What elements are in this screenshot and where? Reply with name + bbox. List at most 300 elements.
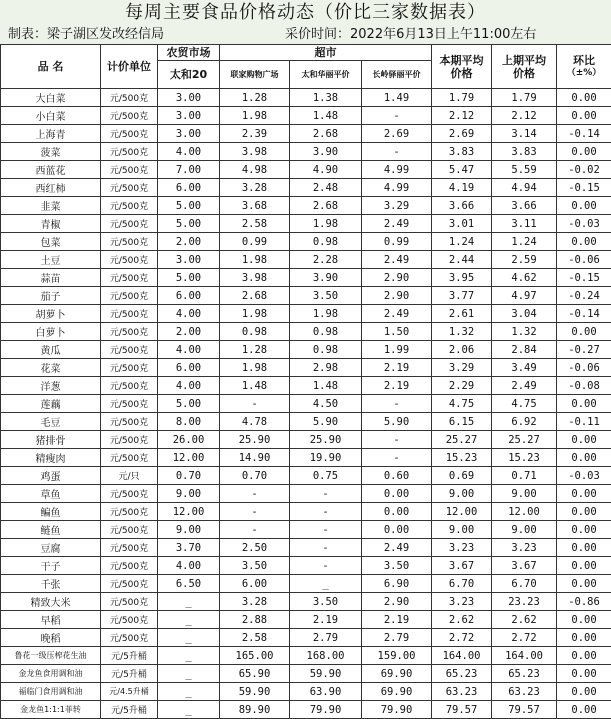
row-last-avg: 65.23 xyxy=(492,665,557,683)
row-store-3-price: 2.19 xyxy=(362,611,432,629)
row-this-avg: 2.69 xyxy=(432,125,492,143)
row-change: -0.03 xyxy=(557,467,611,485)
row-store-3-price: 1.50 xyxy=(362,323,432,341)
row-name: 花菜 xyxy=(1,359,101,377)
table-row xyxy=(1,647,611,665)
row-last-avg: 63.23 xyxy=(492,683,557,701)
row-store-2-price: 3.90 xyxy=(290,269,362,287)
row-change: 0.00 xyxy=(557,557,611,575)
row-store-1-price: - xyxy=(220,521,290,539)
row-this-avg: 4.19 xyxy=(432,179,492,197)
row-store-1-price: 0.98 xyxy=(220,323,290,341)
row-store-1-price: 3.28 xyxy=(220,593,290,611)
row-market-price: 5.00 xyxy=(158,269,220,287)
row-unit: 元/500克 xyxy=(101,431,158,449)
row-last-avg: 4.94 xyxy=(492,179,557,197)
row-change: 0.00 xyxy=(557,449,611,467)
row-store-1-price: 2.39 xyxy=(220,125,290,143)
row-store-3-price: 2.69 xyxy=(362,125,432,143)
row-name: 精瘦肉 xyxy=(1,449,101,467)
row-unit: 元/5升桶 xyxy=(101,665,158,683)
row-change: 0.00 xyxy=(557,143,611,161)
row-name: 千张 xyxy=(1,575,101,593)
row-market-price: _ xyxy=(158,701,220,719)
row-name: 包菜 xyxy=(1,233,101,251)
row-unit: 元/500克 xyxy=(101,485,158,503)
row-name: 黄瓜 xyxy=(1,341,101,359)
row-last-avg: 0.71 xyxy=(492,467,557,485)
row-change: 0.00 xyxy=(557,107,611,125)
row-last-avg: 2.84 xyxy=(492,341,557,359)
row-store-1-price: 1.28 xyxy=(220,89,290,107)
table-row xyxy=(1,359,611,377)
row-change: 0.00 xyxy=(557,323,611,341)
row-market-price: 8.00 xyxy=(158,413,220,431)
row-unit: 元/500克 xyxy=(101,413,158,431)
col-header-store-2: 太和华丽平价 xyxy=(290,61,362,89)
row-store-2-price: 4.50 xyxy=(290,395,362,413)
row-unit: 元/500克 xyxy=(101,539,158,557)
row-this-avg: 25.27 xyxy=(432,431,492,449)
row-change: 0.00 xyxy=(557,539,611,557)
col-header-last-avg: 上期平均价格 xyxy=(492,45,557,89)
row-store-2-price: 59.90 xyxy=(290,665,362,683)
row-market-price: 2.00 xyxy=(158,323,220,341)
row-last-avg: 2.49 xyxy=(492,377,557,395)
row-name: 晚稻 xyxy=(1,629,101,647)
row-change: -0.03 xyxy=(557,215,611,233)
row-last-avg: 3.66 xyxy=(492,197,557,215)
row-name: 猪排骨 xyxy=(1,431,101,449)
row-store-2-price: - xyxy=(290,503,362,521)
row-store-1-price: 1.98 xyxy=(220,107,290,125)
row-last-avg: 6.92 xyxy=(492,413,557,431)
row-market-price: 7.00 xyxy=(158,161,220,179)
row-this-avg: 164.00 xyxy=(432,647,492,665)
row-change: -0.11 xyxy=(557,413,611,431)
row-this-avg: 2.29 xyxy=(432,377,492,395)
row-unit: 元/500克 xyxy=(101,557,158,575)
row-unit: 元/5升桶 xyxy=(101,701,158,719)
row-name: 草鱼 xyxy=(1,485,101,503)
row-change: 0.00 xyxy=(557,647,611,665)
row-store-3-price: 2.79 xyxy=(362,629,432,647)
row-store-1-price: 59.90 xyxy=(220,683,290,701)
row-store-2-price: 0.98 xyxy=(290,233,362,251)
row-store-2-price: 2.98 xyxy=(290,359,362,377)
row-store-3-price: 0.00 xyxy=(362,485,432,503)
row-market-price: 0.70 xyxy=(158,467,220,485)
row-this-avg: 2.44 xyxy=(432,251,492,269)
row-market-price: _ xyxy=(158,647,220,665)
row-last-avg: 3.04 xyxy=(492,305,557,323)
row-name: 胡萝卜 xyxy=(1,305,101,323)
row-last-avg: 2.59 xyxy=(492,251,557,269)
row-unit: 元/500克 xyxy=(101,233,158,251)
row-this-avg: 3.29 xyxy=(432,359,492,377)
row-store-2-price: - xyxy=(290,485,362,503)
row-name: 精致大米 xyxy=(1,593,101,611)
row-store-2-price: 2.19 xyxy=(290,611,362,629)
table-row xyxy=(1,179,611,197)
row-unit: 元/500克 xyxy=(101,305,158,323)
row-market-price: 3.00 xyxy=(158,251,220,269)
row-last-avg: 4.62 xyxy=(492,269,557,287)
row-store-3-price: 1.99 xyxy=(362,341,432,359)
col-header-change-label: 环比 xyxy=(573,53,596,67)
row-name: 菠菜 xyxy=(1,143,101,161)
row-store-2-price: 1.48 xyxy=(290,107,362,125)
table-row xyxy=(1,503,611,521)
row-market-price: 5.00 xyxy=(158,395,220,413)
row-change: 0.00 xyxy=(557,701,611,719)
row-store-3-price: 4.99 xyxy=(362,179,432,197)
row-name: 早稻 xyxy=(1,611,101,629)
row-unit: 元/500克 xyxy=(101,449,158,467)
table-row xyxy=(1,215,611,233)
row-this-avg: 12.00 xyxy=(432,503,492,521)
table-row xyxy=(1,413,611,431)
row-last-avg: 1.79 xyxy=(492,89,557,107)
row-store-2-price: _ xyxy=(290,575,362,593)
row-last-avg: 164.00 xyxy=(492,647,557,665)
row-unit: 元/500克 xyxy=(101,575,158,593)
row-this-avg: 2.61 xyxy=(432,305,492,323)
row-unit: 元/500克 xyxy=(101,251,158,269)
row-store-1-price: 14.90 xyxy=(220,449,290,467)
table-row xyxy=(1,557,611,575)
row-market-price: 4.00 xyxy=(158,305,220,323)
row-name: 茄子 xyxy=(1,287,101,305)
row-change: 0.00 xyxy=(557,611,611,629)
row-last-avg: 2.62 xyxy=(492,611,557,629)
row-last-avg: 4.75 xyxy=(492,395,557,413)
row-store-1-price: 1.98 xyxy=(220,359,290,377)
table-row xyxy=(1,323,611,341)
row-last-avg: 1.32 xyxy=(492,323,557,341)
row-store-2-price: 168.00 xyxy=(290,647,362,665)
row-market-price: _ xyxy=(158,683,220,701)
row-this-avg: 6.15 xyxy=(432,413,492,431)
row-store-1-price: 3.28 xyxy=(220,179,290,197)
row-store-2-price: 0.98 xyxy=(290,323,362,341)
row-store-2-price: - xyxy=(290,557,362,575)
row-store-2-price: 79.90 xyxy=(290,701,362,719)
row-last-avg: 3.49 xyxy=(492,359,557,377)
table-row xyxy=(1,539,611,557)
row-unit: 元/500克 xyxy=(101,89,158,107)
row-store-3-price: - xyxy=(362,431,432,449)
row-store-1-price: 3.68 xyxy=(220,197,290,215)
row-store-2-price: 25.90 xyxy=(290,431,362,449)
row-name: 鲢鱼 xyxy=(1,521,101,539)
row-unit: 元/500克 xyxy=(101,377,158,395)
row-change: -0.24 xyxy=(557,287,611,305)
row-market-price: 9.00 xyxy=(158,521,220,539)
row-change: 0.00 xyxy=(557,629,611,647)
row-this-avg: 0.69 xyxy=(432,467,492,485)
row-store-1-price: 2.58 xyxy=(220,215,290,233)
row-unit: 元/500克 xyxy=(101,503,158,521)
table-row xyxy=(1,521,611,539)
row-name: 蒜苗 xyxy=(1,269,101,287)
row-last-avg: 2.72 xyxy=(492,629,557,647)
row-unit: 元/500克 xyxy=(101,593,158,611)
row-store-3-price: 6.90 xyxy=(362,575,432,593)
col-header-unit: 计价单位 xyxy=(101,45,158,89)
row-store-2-price: - xyxy=(290,521,362,539)
price-table xyxy=(0,44,611,719)
row-this-avg: 3.01 xyxy=(432,215,492,233)
col-header-supermarket-group: 超市 xyxy=(220,45,432,61)
row-last-avg: 5.59 xyxy=(492,161,557,179)
row-store-2-price: 1.48 xyxy=(290,377,362,395)
row-last-avg: 3.23 xyxy=(492,539,557,557)
sheet-title: 每周主要食品价格动态（价比三家数据表） xyxy=(0,0,611,26)
row-store-1-price: 3.98 xyxy=(220,269,290,287)
table-row xyxy=(1,305,611,323)
row-name: 上海青 xyxy=(1,125,101,143)
row-this-avg: 15.23 xyxy=(432,449,492,467)
row-this-avg: 1.79 xyxy=(432,89,492,107)
row-store-3-price: - xyxy=(362,449,432,467)
row-market-price: 6.50 xyxy=(158,575,220,593)
row-store-2-price: 1.98 xyxy=(290,305,362,323)
row-store-1-price: 2.88 xyxy=(220,611,290,629)
row-change: -0.15 xyxy=(557,269,611,287)
row-last-avg: 23.23 xyxy=(492,593,557,611)
row-unit: 元/500克 xyxy=(101,395,158,413)
row-market-price: 4.00 xyxy=(158,377,220,395)
table-row xyxy=(1,89,611,107)
row-store-1-price: 2.50 xyxy=(220,539,290,557)
row-unit: 元/500克 xyxy=(101,107,158,125)
table-row xyxy=(1,107,611,125)
row-store-3-price: - xyxy=(362,107,432,125)
col-header-change xyxy=(557,45,611,89)
row-this-avg: 4.75 xyxy=(432,395,492,413)
row-this-avg: 3.66 xyxy=(432,197,492,215)
row-store-3-price: 69.90 xyxy=(362,665,432,683)
row-name: 白萝卜 xyxy=(1,323,101,341)
row-store-1-price: 165.00 xyxy=(220,647,290,665)
row-change: -0.27 xyxy=(557,341,611,359)
row-change: -0.06 xyxy=(557,251,611,269)
row-this-avg: 6.70 xyxy=(432,575,492,593)
price-table-body xyxy=(1,89,611,719)
row-change: 0.00 xyxy=(557,395,611,413)
row-this-avg: 5.47 xyxy=(432,161,492,179)
row-last-avg: 3.14 xyxy=(492,125,557,143)
table-row xyxy=(1,143,611,161)
row-market-price: _ xyxy=(158,611,220,629)
row-market-price: _ xyxy=(158,665,220,683)
row-store-2-price: 63.90 xyxy=(290,683,362,701)
row-last-avg: 25.27 xyxy=(492,431,557,449)
row-change: 0.00 xyxy=(557,521,611,539)
row-store-2-price: 2.68 xyxy=(290,125,362,143)
row-this-avg: 79.57 xyxy=(432,701,492,719)
row-name: 大白菜 xyxy=(1,89,101,107)
row-store-2-price: 4.90 xyxy=(290,161,362,179)
row-store-1-price: 4.78 xyxy=(220,413,290,431)
row-market-price: 3.00 xyxy=(158,125,220,143)
row-store-3-price: 3.50 xyxy=(362,557,432,575)
table-row xyxy=(1,233,611,251)
row-unit: 元/5升桶 xyxy=(101,647,158,665)
row-change: -0.15 xyxy=(557,179,611,197)
row-market-price: 26.00 xyxy=(158,431,220,449)
row-name: 豆腐 xyxy=(1,539,101,557)
col-header-store-3: 长岭驿丽平价 xyxy=(362,61,432,89)
row-last-avg: 2.12 xyxy=(492,107,557,125)
row-store-1-price: 1.98 xyxy=(220,305,290,323)
row-store-3-price: - xyxy=(362,395,432,413)
row-store-3-price: 159.00 xyxy=(362,647,432,665)
row-store-3-price: 2.19 xyxy=(362,359,432,377)
row-market-price: 3.00 xyxy=(158,107,220,125)
row-last-avg: 3.67 xyxy=(492,557,557,575)
row-store-3-price: 2.49 xyxy=(362,539,432,557)
row-market-price: 12.00 xyxy=(158,503,220,521)
row-change: -0.14 xyxy=(557,305,611,323)
row-this-avg: 3.95 xyxy=(432,269,492,287)
row-name: 土豆 xyxy=(1,251,101,269)
row-name: 西蓝花 xyxy=(1,161,101,179)
row-unit: 元/500克 xyxy=(101,161,158,179)
row-change: -0.02 xyxy=(557,161,611,179)
row-unit: 元/500克 xyxy=(101,215,158,233)
row-store-1-price: 1.48 xyxy=(220,377,290,395)
row-market-price: 4.00 xyxy=(158,557,220,575)
row-store-1-price: 1.98 xyxy=(220,251,290,269)
row-change: 0.00 xyxy=(557,431,611,449)
row-this-avg: 1.24 xyxy=(432,233,492,251)
row-this-avg: 3.23 xyxy=(432,593,492,611)
row-store-2-price: 5.90 xyxy=(290,413,362,431)
row-change: 0.00 xyxy=(557,683,611,701)
row-last-avg: 12.00 xyxy=(492,503,557,521)
table-row xyxy=(1,341,611,359)
table-row xyxy=(1,701,611,719)
row-store-3-price: 2.49 xyxy=(362,305,432,323)
row-last-avg: 6.70 xyxy=(492,575,557,593)
row-store-2-price: 2.79 xyxy=(290,629,362,647)
table-row xyxy=(1,125,611,143)
row-unit: 元/500克 xyxy=(101,323,158,341)
row-store-2-price: 1.98 xyxy=(290,215,362,233)
row-store-3-price: 4.99 xyxy=(362,161,432,179)
row-unit: 元/4.5升桶 xyxy=(101,683,158,701)
row-change: 0.00 xyxy=(557,197,611,215)
table-row xyxy=(1,431,611,449)
row-name: 鸡蛋 xyxy=(1,467,101,485)
row-store-1-price: - xyxy=(220,503,290,521)
row-store-1-price: 2.68 xyxy=(220,287,290,305)
row-name: 福临门食用调和油 xyxy=(1,683,101,701)
table-row xyxy=(1,665,611,683)
row-this-avg: 65.23 xyxy=(432,665,492,683)
row-this-avg: 3.67 xyxy=(432,557,492,575)
row-store-3-price: 2.90 xyxy=(362,593,432,611)
row-store-2-price: 2.68 xyxy=(290,197,362,215)
row-this-avg: 3.23 xyxy=(432,539,492,557)
row-unit: 元/只 xyxy=(101,467,158,485)
row-this-avg: 2.72 xyxy=(432,629,492,647)
col-header-market-group: 农贸市场 xyxy=(158,45,220,61)
row-this-avg: 63.23 xyxy=(432,683,492,701)
row-market-price: 6.00 xyxy=(158,359,220,377)
row-store-2-price: - xyxy=(290,539,362,557)
row-store-3-price: 5.90 xyxy=(362,413,432,431)
table-row xyxy=(1,485,611,503)
table-row xyxy=(1,449,611,467)
row-store-3-price: 2.90 xyxy=(362,287,432,305)
table-row xyxy=(1,287,611,305)
row-last-avg: 15.23 xyxy=(492,449,557,467)
row-store-3-price: 2.90 xyxy=(362,269,432,287)
row-change: 0.00 xyxy=(557,485,611,503)
row-last-avg: 1.24 xyxy=(492,233,557,251)
row-store-1-price: 3.98 xyxy=(220,143,290,161)
table-row xyxy=(1,611,611,629)
table-row xyxy=(1,269,611,287)
row-this-avg: 1.32 xyxy=(432,323,492,341)
row-store-3-price: 69.90 xyxy=(362,683,432,701)
row-name: 鳊鱼 xyxy=(1,503,101,521)
row-store-3-price: - xyxy=(362,143,432,161)
row-store-1-price: 25.90 xyxy=(220,431,290,449)
row-store-2-price: 3.50 xyxy=(290,287,362,305)
row-name: 韭菜 xyxy=(1,197,101,215)
row-store-1-price: 0.99 xyxy=(220,233,290,251)
row-change: -0.06 xyxy=(557,359,611,377)
row-store-3-price: 2.49 xyxy=(362,251,432,269)
row-change: 0.00 xyxy=(557,233,611,251)
row-store-2-price: 3.50 xyxy=(290,593,362,611)
row-this-avg: 9.00 xyxy=(432,485,492,503)
row-change: -0.08 xyxy=(557,377,611,395)
row-unit: 元/500克 xyxy=(101,611,158,629)
row-name: 小白菜 xyxy=(1,107,101,125)
row-name: 干子 xyxy=(1,557,101,575)
row-change: -0.14 xyxy=(557,125,611,143)
row-store-3-price: 3.29 xyxy=(362,197,432,215)
row-store-3-price: 0.99 xyxy=(362,233,432,251)
row-store-3-price: 1.49 xyxy=(362,89,432,107)
row-store-1-price: 1.28 xyxy=(220,341,290,359)
table-row xyxy=(1,629,611,647)
row-this-avg: 2.62 xyxy=(432,611,492,629)
col-header-name: 品 名 xyxy=(1,45,101,89)
row-unit: 元/500克 xyxy=(101,521,158,539)
row-store-3-price: 0.00 xyxy=(362,521,432,539)
row-name: 鲁花一级压榨花生油 xyxy=(1,647,101,665)
row-name: 金龙鱼1:1:1菲转 xyxy=(1,701,101,719)
row-this-avg: 9.00 xyxy=(432,521,492,539)
row-market-price: 6.00 xyxy=(158,287,220,305)
row-store-1-price: 0.70 xyxy=(220,467,290,485)
table-row xyxy=(1,467,611,485)
col-header-store-1: 联家购物广场 xyxy=(220,61,290,89)
row-market-price: 6.00 xyxy=(158,179,220,197)
sheet-subtitle-bar xyxy=(0,26,611,44)
row-last-avg: 79.57 xyxy=(492,701,557,719)
row-change: 0.00 xyxy=(557,89,611,107)
row-change: -0.86 xyxy=(557,593,611,611)
row-unit: 元/500克 xyxy=(101,143,158,161)
row-unit: 元/500克 xyxy=(101,629,158,647)
